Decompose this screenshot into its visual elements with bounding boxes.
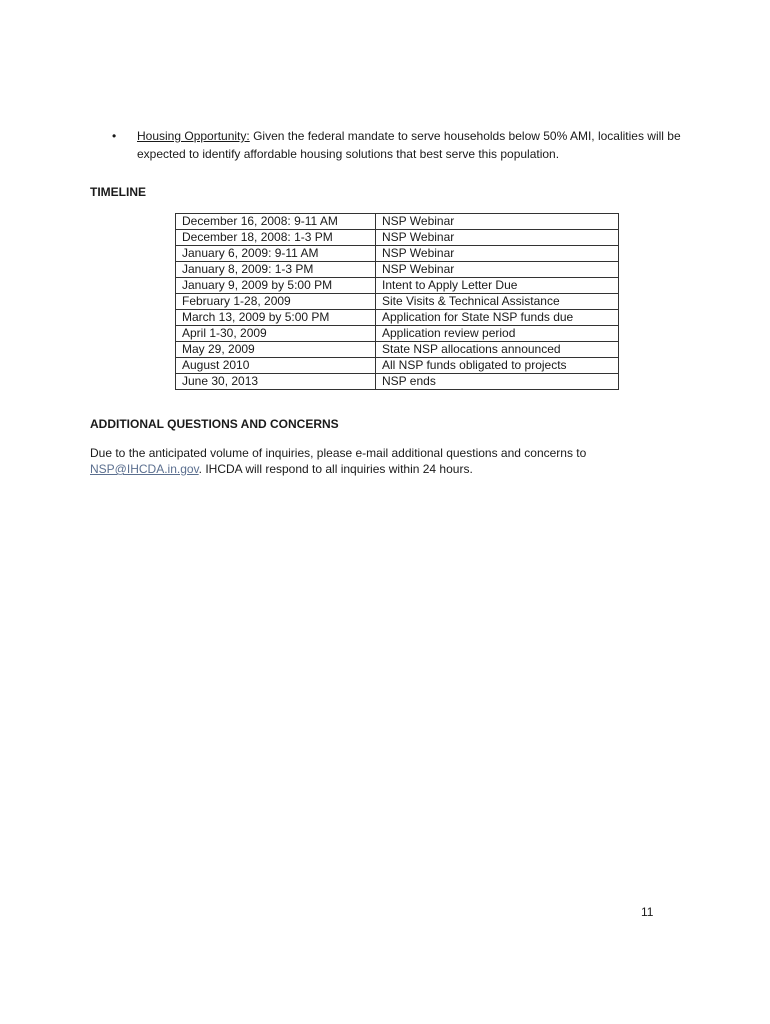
timeline-event-cell: NSP Webinar xyxy=(376,262,619,278)
timeline-date-cell: May 29, 2009 xyxy=(176,342,376,358)
questions-paragraph xyxy=(90,445,690,477)
questions-text-after: . IHCDA will respond to all inquiries within 24 hours. xyxy=(198,462,473,476)
timeline-event-cell: Application review period xyxy=(376,326,619,342)
timeline-date-cell: December 16, 2008: 9-11 AM xyxy=(176,214,376,230)
questions-text-before: Due to the anticipated volume of inquiries, please e-mail additional questions and concerns to xyxy=(90,446,587,460)
timeline-event-cell: NSP ends xyxy=(376,374,619,390)
timeline-date-cell: January 9, 2009 by 5:00 PM xyxy=(176,278,376,294)
timeline-row xyxy=(176,214,619,230)
timeline-heading: TIMELINE xyxy=(90,185,146,199)
page-number: 11 xyxy=(641,905,654,919)
timeline-event-cell: NSP Webinar xyxy=(376,214,619,230)
timeline-row xyxy=(176,294,619,310)
timeline-date-cell: March 13, 2009 by 5:00 PM xyxy=(176,310,376,326)
timeline-table xyxy=(175,213,619,390)
timeline-date-cell: April 1-30, 2009 xyxy=(176,326,376,342)
timeline-row xyxy=(176,246,619,262)
timeline-date-cell: June 30, 2013 xyxy=(176,374,376,390)
housing-opportunity-body: Given the federal mandate to serve households below 50% AMI, localities will be expected to identify affordable housing solutions that best serve this population. xyxy=(137,129,681,161)
timeline-event-cell: State NSP allocations announced xyxy=(376,342,619,358)
timeline-date-cell: January 8, 2009: 1-3 PM xyxy=(176,262,376,278)
timeline-row xyxy=(176,374,619,390)
timeline-row xyxy=(176,310,619,326)
questions-heading: ADDITIONAL QUESTIONS AND CONCERNS xyxy=(90,417,339,431)
timeline-event-cell: Intent to Apply Letter Due xyxy=(376,278,619,294)
bullet-icon: • xyxy=(112,129,117,143)
housing-opportunity-text xyxy=(137,127,692,163)
timeline-date-cell: December 18, 2008: 1-3 PM xyxy=(176,230,376,246)
timeline-row xyxy=(176,230,619,246)
timeline-event-cell: Site Visits & Technical Assistance xyxy=(376,294,619,310)
email-link[interactable]: NSP@IHCDA.in.gov xyxy=(90,462,199,476)
timeline-row xyxy=(176,278,619,294)
housing-opportunity-lead: Housing Opportunity: xyxy=(137,129,250,143)
timeline-event-cell: NSP Webinar xyxy=(376,246,619,262)
timeline-date-cell: February 1-28, 2009 xyxy=(176,294,376,310)
timeline-event-cell: All NSP funds obligated to projects xyxy=(376,358,619,374)
timeline-row xyxy=(176,358,619,374)
timeline-row xyxy=(176,326,619,342)
timeline-row xyxy=(176,262,619,278)
timeline-event-cell: Application for State NSP funds due xyxy=(376,310,619,326)
timeline-date-cell: August 2010 xyxy=(176,358,376,374)
timeline-row xyxy=(176,342,619,358)
timeline-date-cell: January 6, 2009: 9-11 AM xyxy=(176,246,376,262)
timeline-event-cell: NSP Webinar xyxy=(376,230,619,246)
